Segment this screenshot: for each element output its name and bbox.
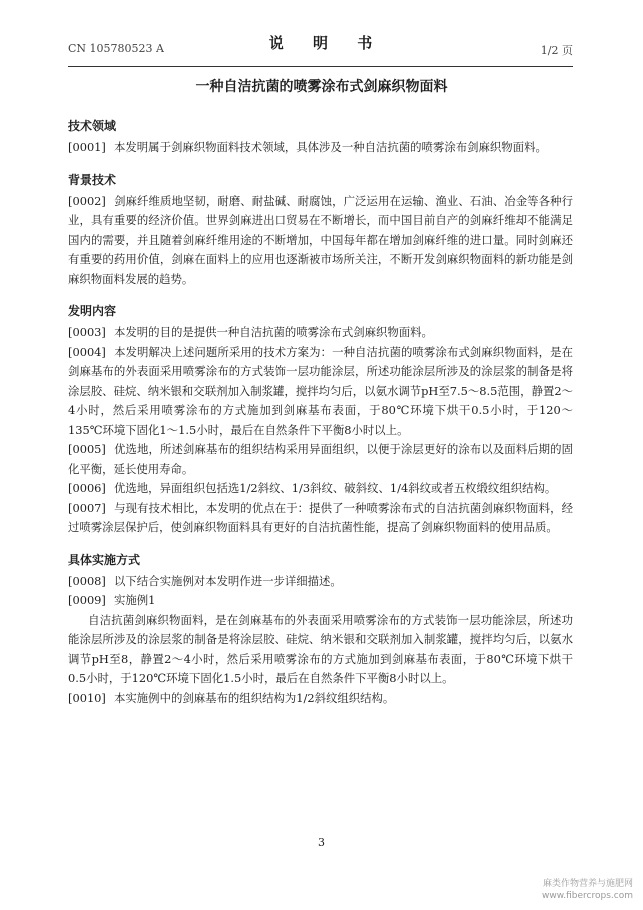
document-type: 说 明 书 [268,34,385,52]
paragraph-number: [0001] [68,140,106,154]
paragraph-0009-body [68,611,573,689]
paragraph-0005 [68,440,573,479]
paragraph-0004 [68,343,573,441]
document-number: CN 105780523 A [68,42,164,55]
watermark-url: www.fibercrops.com [542,891,633,901]
section-summary [68,303,573,538]
paragraph-0007 [68,499,573,538]
paragraph-number: [0004] [68,344,106,359]
paragraph-0003 [68,323,573,343]
section-background [68,172,573,290]
section-heading: 技术领域 [68,119,117,133]
paragraph-text: 本发明的目的是提供一种自洁抗菌的喷雾涂布式剑麻织物面料。 [114,325,433,339]
page-header [68,30,573,67]
paragraph-text: 优选地，异面组织包括选1/2斜纹、1/3斜纹、破斜纹、1/4斜纹或者五枚缎纹组织结构。 [114,481,557,495]
section-heading: 具体实施方式 [68,552,141,567]
paragraph-text: 本发明属于剑麻织物面料技术领域，具体涉及一种自洁抗菌的喷雾涂布剑麻织物面料。 [114,140,547,154]
document-body [68,118,573,722]
paragraph-text: 剑麻纤维质地坚韧，耐磨、耐盐碱、耐腐蚀，广泛运用在运输、渔业、石油、冶金等各种行业，具有重要的经济价值。世界剑麻进出口贸易在不断增长，而中国目前自产的剑麻纤维却不能满足国内的需要，并且随着剑麻纤维用途的不断增加，中国每年都在增加剑麻纤维的进口量。同时剑麻还有重要的药用价值，剑麻在面料上的应用也逐渐被市场所关注，不断开发剑麻织物面料的新功能是剑麻织物面料发展的趋势。 [68,193,573,286]
paragraph-number: [0009] [68,593,106,607]
paragraph-number: [0005] [68,442,106,456]
section-embodiments [68,552,573,709]
paragraph-text: 以下结合实施例对本发明作进一步详细描述。 [114,573,342,588]
paragraph-number: [0007] [68,500,106,515]
paragraph-text: 本发明解决上述问题所采用的技术方案为：一种自洁抗菌的喷雾涂布式剑麻织物面料，是在剑麻基布的外表面采用喷雾涂布的方式装饰一层功能涂层，所述功能涂层所涉及的涂层浆的制备是将涂层胶、硅烷、纳米银和交联剂加入制浆罐，搅拌均匀后，以氨水调节pH至7.5～8.5范围，静置2～4小时，然后采用喷雾涂布的方式施加到剑麻基布表面，于80℃环境下烘干0.5小时，于120～135℃环境下固化1～1.5小时，最后在自然条件下平衡8小时以上。 [68,344,573,437]
page-number: 3 [318,836,325,849]
page-count: 1/2 页 [540,44,573,57]
document-title: 一种自洁抗菌的喷雾涂布式剑麻织物面料 [195,79,448,95]
watermark [542,878,633,902]
watermark-title: 麻类作物营养与施肥网 [542,879,633,889]
paragraph-number: [0010] [68,690,106,705]
paragraph-number: [0003] [68,325,106,339]
paragraph-text: 优选地，所述剑麻基布的组织结构采用异面组织，以便于涂层更好的涂布以及面料后期的固化平衡，延长使用寿命。 [68,442,573,476]
paragraph-0001 [68,138,573,158]
paragraph-number: [0006] [68,481,106,495]
example-heading: 实施例1 [114,593,156,607]
paragraph-number: [0008] [68,573,106,588]
paragraph-number: [0002] [68,193,106,208]
paragraph-text: 与现有技术相比，本发明的优点在于：提供了一种喷雾涂布式的自洁抗菌剑麻织物面料，经过喷雾涂层保护后，使剑麻织物面料具有更好的自洁抗菌性能，提高了剑麻织物面料的使用品质。 [68,500,573,534]
section-heading: 背景技术 [68,172,117,187]
section-tech-field [68,118,573,158]
paragraph-0010 [68,689,573,709]
section-heading: 发明内容 [68,304,117,318]
paragraph-text: 自洁抗菌剑麻织物面料，是在剑麻基布的外表面采用喷雾涂布的方式装饰一层功能涂层，所述功能涂层所涉及的涂层浆的制备是将涂层胶、硅烷、纳米银和交联剂加入制浆罐，搅拌均匀后，以氨水调节pH至8，静置2～4小时，然后采用喷雾涂布的方式施加到剑麻基布表面，于80℃环境下烘干0.5小时，于120℃环境下固化1.5小时，最后在自然条件下平衡8小时以上。 [68,612,573,685]
paragraph-0009 [68,591,573,611]
paragraph-0008 [68,572,573,592]
paragraph-text: 本实施例中的剑麻基布的组织结构为1/2斜纹组织结构。 [114,690,395,705]
paragraph-0006 [68,479,573,499]
paragraph-0002 [68,192,573,290]
